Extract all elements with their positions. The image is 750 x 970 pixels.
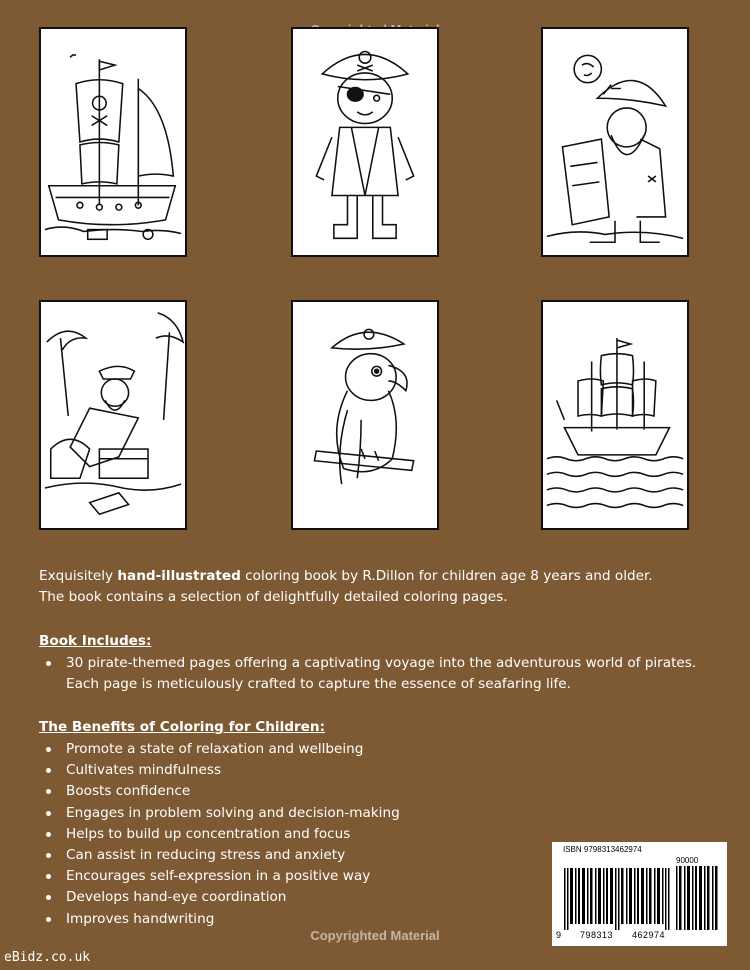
- illustration-parrot: [291, 300, 439, 530]
- barcode-digit-group1: 798313: [580, 930, 614, 940]
- barcode-bars: [564, 868, 670, 930]
- book-includes-heading: Book Includes:: [39, 633, 152, 649]
- benefit-item: Can assist in reducing stress and anxiety: [39, 845, 519, 866]
- price-code: 90000: [676, 856, 699, 865]
- description-line-2: The book contains a selection of delightfully detailed coloring pages.: [39, 589, 508, 605]
- benefit-item: Engages in problem solving and decision-making: [39, 803, 519, 824]
- site-watermark: eBidz.co.uk: [4, 950, 91, 965]
- isbn-label: ISBN 9798313462974: [563, 845, 642, 854]
- benefit-item: Encourages self-expression in a positive way: [39, 866, 519, 887]
- description: [39, 566, 719, 608]
- illustration-pirate-with-map: [541, 27, 689, 257]
- illustration-young-pirate: [291, 27, 439, 257]
- illustration-pirate-island-treasure: [39, 300, 187, 530]
- benefit-item: Boosts confidence: [39, 781, 519, 802]
- illustration-galleon: [541, 300, 689, 530]
- benefit-item: Develops hand-eye coordination: [39, 887, 519, 908]
- benefit-item: Helps to build up concentration and focus: [39, 824, 519, 845]
- benefit-item: Improves handwriting: [39, 909, 519, 930]
- benefit-item: Cultivates mindfulness: [39, 760, 519, 781]
- description-prefix: Exquisitely: [39, 568, 118, 584]
- description-line-1: [39, 566, 719, 587]
- illustration-pirate-ship: [39, 27, 187, 257]
- watermark-bottom: Copyrighted Material: [310, 928, 440, 943]
- description-rest: coloring book by R.Dillon for children age 8 years and older.: [240, 568, 653, 584]
- benefits-heading: The Benefits of Coloring for Children:: [39, 719, 326, 735]
- barcode-digit-group2: 462974: [632, 930, 666, 940]
- benefit-item: Promote a state of relaxation and wellbeing: [39, 739, 519, 760]
- includes-item: 30 pirate-themed pages offering a captivating voyage into the adventurous world of pirates. Each page is meticulously crafted to capture the essence of seafaring life.: [39, 653, 699, 695]
- addon-barcode-bars: [676, 866, 718, 930]
- barcode-digit-first: 9: [556, 930, 562, 940]
- includes-list: [39, 653, 699, 695]
- description-bold: hand-illustrated: [117, 568, 241, 584]
- benefits-list: [39, 739, 519, 930]
